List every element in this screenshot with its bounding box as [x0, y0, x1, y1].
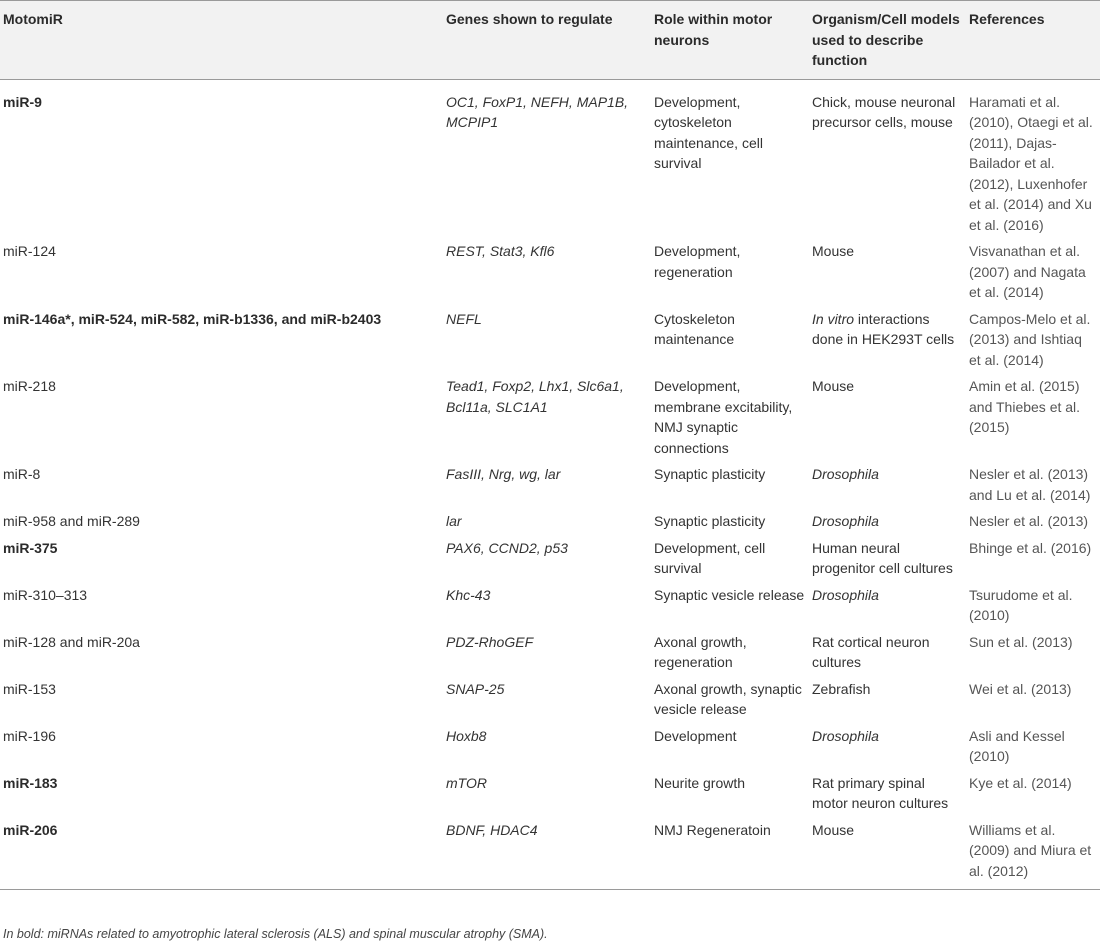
header-references: References [969, 1, 1100, 80]
cell-references: Williams et al. (2009) and Miura et al. (2012) [969, 817, 1100, 890]
table-row [0, 535, 1100, 582]
table-row [0, 79, 1100, 238]
table-footnote: In bold: miRNAs related to amyotrophic lateral sclerosis (ALS) and spinal muscular atrophy (SMA). [3, 927, 548, 941]
organism-text: Mouse [812, 821, 855, 838]
cell-references: Nesler et al. (2013) and Lu et al. (2014) [969, 466, 1091, 503]
table-row [0, 770, 1100, 817]
organism-italic: Drosophila [812, 513, 879, 529]
cell-genes: BDNF, HDAC4 [446, 817, 654, 890]
header-role: Role within motor neurons [654, 1, 812, 80]
cell-genes: REST, Stat3, Kfl6 [446, 243, 555, 259]
table-row [0, 723, 1100, 770]
cell-references: Asli and Kessel (2010) [969, 727, 1065, 764]
header-row [0, 1, 1100, 80]
cell-genes: PDZ-RhoGEF [446, 633, 534, 650]
organism-text: Mouse [812, 243, 855, 259]
table-row [0, 508, 1100, 535]
table-row [0, 629, 1100, 676]
cell-motomir: miR-128 and miR-20a [3, 633, 140, 650]
table-row [0, 238, 1100, 306]
cell-motomir: miR-153 [3, 680, 56, 697]
table-row [0, 582, 1100, 629]
cell-genes: OC1, FoxP1, NEFH, MAP1B, MCPIP1 [446, 93, 629, 130]
cell-motomir: miR-146a*, miR-524, miR-582, miR-b1336, and miR-b2403 [3, 310, 382, 327]
organism-italic: Drosophila [812, 586, 879, 603]
cell-references: Visvanathan et al. (2007) and Nagata et al. (2014) [969, 243, 1086, 300]
cell-role: Development [654, 727, 737, 744]
header-organism: Organism/Cell models used to describe function [812, 1, 969, 80]
cell-references: Amin et al. (2015) and Thiebes et al. (2015) [969, 378, 1081, 435]
cell-organism [812, 79, 969, 238]
table-header [0, 1, 1100, 80]
cell-references: Nesler et al. (2013) [969, 513, 1089, 529]
cell-references: Kye et al. (2014) [969, 774, 1072, 791]
table-row [0, 461, 1100, 508]
organism-text: Human neural progenitor cell cultures [812, 539, 953, 576]
table-body [0, 79, 1100, 890]
cell-genes: Khc-43 [446, 586, 491, 603]
cell-genes: Tead1, Foxp2, Lhx1, Slc6a1, Bcl11a, SLC1A1 [446, 378, 624, 415]
cell-genes: PAX6, CCND2, p53 [446, 539, 568, 556]
cell-role: Synaptic plasticity [654, 513, 766, 529]
cell-genes: lar [446, 513, 462, 529]
cell-role: Development, membrane excitability, NMJ synaptic connections [654, 378, 793, 456]
cell-role: Cytoskeleton maintenance [654, 310, 735, 347]
cell-organism [812, 582, 969, 629]
cell-motomir: miR-124 [3, 243, 56, 259]
cell-organism [812, 817, 969, 890]
cell-references: Bhinge et al. (2016) [969, 539, 1092, 556]
cell-role: Neurite growth [654, 774, 746, 791]
cell-genes: NEFL [446, 310, 482, 327]
organism-text: Mouse [812, 378, 855, 394]
cell-motomir: miR-183 [3, 774, 58, 791]
table-row [0, 817, 1100, 890]
cell-genes: mTOR [446, 774, 487, 791]
cell-organism [812, 770, 969, 817]
cell-genes: Hoxb8 [446, 727, 487, 744]
organism-italic: In vitro [812, 310, 855, 327]
cell-organism [812, 676, 969, 723]
cell-references: Tsurudome et al. (2010) [969, 586, 1073, 623]
cell-references: Haramati et al. (2010), Otaegi et al. (2011), Dajas-Bailador et al. (2012), Luxenhofer et al. (2014) and Xu et al. (2016) [969, 93, 1093, 233]
cell-motomir: miR-206 [0, 817, 446, 890]
cell-references: Campos-Melo et al. (2013) and Ishtiaq et al. (2014) [969, 310, 1091, 368]
table-row [0, 306, 1100, 374]
cell-motomir: miR-958 and miR-289 [3, 513, 140, 529]
cell-role: NMJ Regeneratoin [654, 817, 812, 890]
organism-text: Chick, mouse neuronal precursor cells, mouse [812, 93, 956, 130]
cell-role: Axonal growth, synaptic vesicle release [654, 680, 802, 717]
cell-motomir: miR-196 [3, 727, 56, 744]
cell-motomir: miR-9 [3, 93, 42, 110]
cell-role: Synaptic plasticity [654, 466, 766, 482]
cell-role: Synaptic vesicle release [654, 586, 805, 603]
cell-genes: FasIII, Nrg, wg, lar [446, 466, 561, 482]
cell-organism [812, 535, 969, 582]
cell-references: Sun et al. (2013) [969, 633, 1073, 650]
organism-italic: Drosophila [812, 466, 879, 482]
cell-role: Axonal growth, regeneration [654, 633, 747, 670]
cell-motomir: miR-218 [3, 378, 56, 394]
cell-organism [812, 238, 969, 306]
cell-organism [812, 461, 969, 508]
cell-motomir: miR-375 [3, 539, 58, 556]
organism-text: Zebrafish [812, 680, 871, 697]
organism-italic: Drosophila [812, 727, 879, 744]
cell-organism [812, 306, 969, 374]
table-row [0, 676, 1100, 723]
cell-role: Development, regeneration [654, 243, 741, 280]
organism-text: interactions done in HEK293T cells [812, 310, 955, 347]
cell-role: Development, cytoskeleton maintenance, cell survival [654, 93, 763, 171]
cell-organism [812, 373, 969, 461]
cell-role: Development, cell survival [654, 539, 766, 576]
cell-motomir: miR-8 [3, 466, 41, 482]
header-genes: Genes shown to regulate [446, 1, 654, 80]
cell-organism [812, 723, 969, 770]
cell-motomir: miR-310–313 [3, 586, 88, 603]
cell-organism [812, 629, 969, 676]
header-motomir: MotomiR [0, 1, 446, 80]
table-row [0, 373, 1100, 461]
organism-text: Rat primary spinal motor neuron cultures [812, 774, 949, 811]
cell-genes: SNAP-25 [446, 680, 505, 697]
cell-organism [812, 508, 969, 535]
organism-text: Rat cortical neuron cultures [812, 633, 930, 670]
cell-references: Wei et al. (2013) [969, 680, 1072, 697]
